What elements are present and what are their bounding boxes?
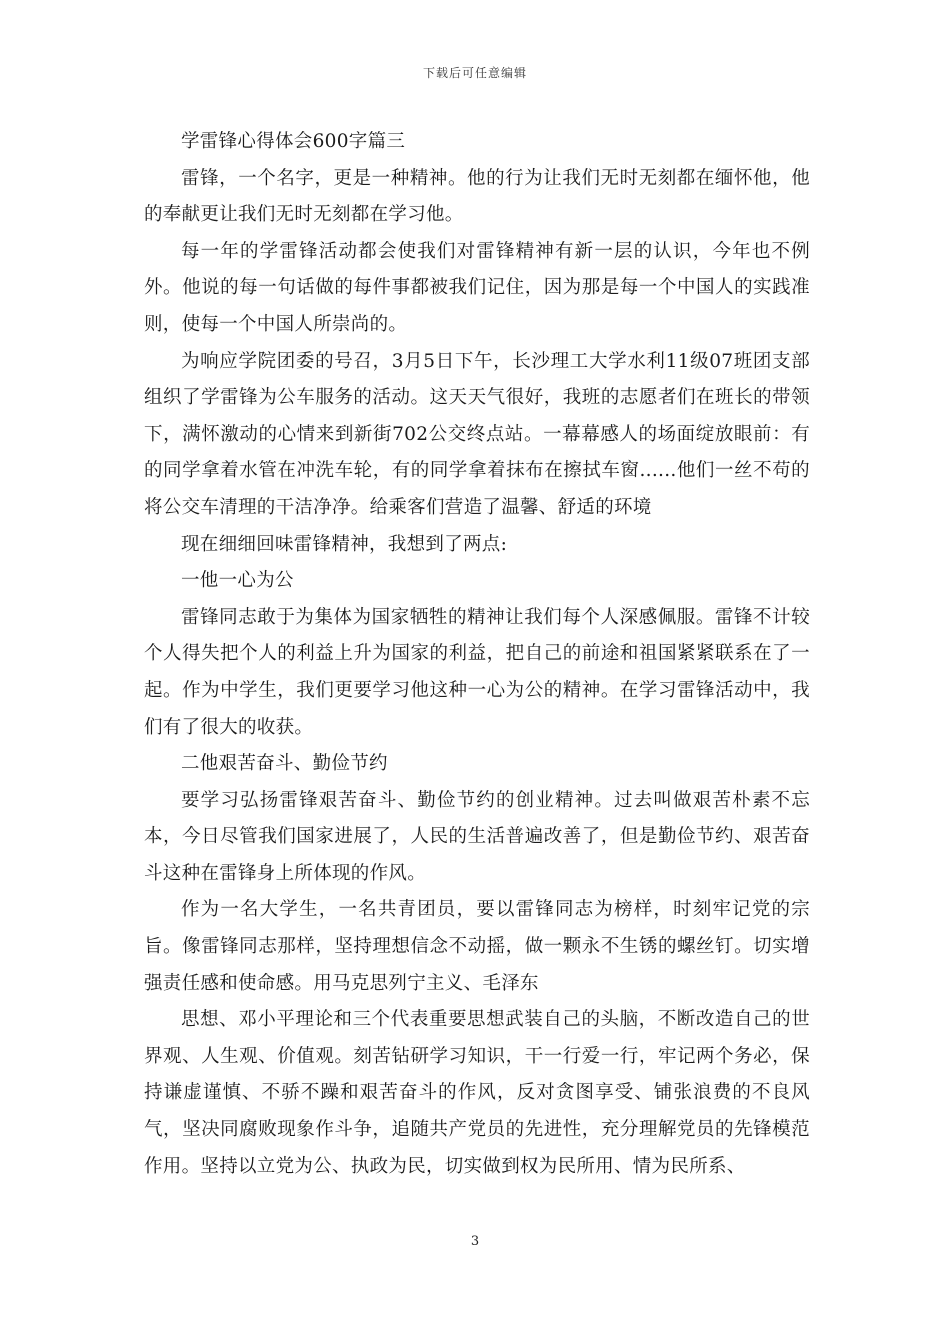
paragraph: 要学习弘扬雷锋艰苦奋斗、勤俭节约的创业精神。过去叫做艰苦朴素不忘本，今日尽管我们国家进展了，人民的生活普遍改善了，但是勤俭节约、艰苦奋斗这种在雷锋身上所体现的作风。	[144, 789, 810, 884]
section-heading: 二他艰苦奋斗、勤俭节约	[181, 753, 388, 775]
document-title: 学雷锋心得体会600字篇三	[181, 131, 406, 152]
paragraph: 现在细细回味雷锋精神，我想到了两点:	[181, 533, 508, 555]
document-body	[144, 124, 810, 1185]
paragraph: 思想、邓小平理论和三个代表重要思想武装自己的头脑，不断改造自己的世界观、人生观、价值观。刻苦钻研学习知识，干一行爱一行，牢记两个务必，保持谦虚谨慎、不骄不躁和艰苦奋斗的作风，反对贪图享受、铺张浪费的不良风气，坚决同腐败现象作斗争，追随共产党员的先进性，充分理解党员的先锋模范作用。坚持以立党为公、执政为民，切实做到权为民所用、情为民所系、	[144, 1009, 810, 1177]
page-header: 下载后可任意编辑	[422, 66, 527, 80]
paragraph: 雷锋，一个名字，更是一种精神。他的行为让我们无时无刻都在缅怀他，他的奉献更让我们无时无刻都在学习他。	[144, 167, 810, 226]
page-number: 3	[470, 1234, 480, 1249]
section-heading: 一他一心为公	[181, 570, 294, 592]
paragraph: 雷锋同志敢于为集体为国家牺牲的精神让我们每个人深感佩服。雷锋不计较个人得失把个人的利益上升为国家的利益，把自己的前途和祖国紧紧联系在了一起。作为中学生，我们更要学习他这种一心为公的精神。在学习雷锋活动中，我们有了很大的收获。	[144, 606, 810, 738]
paragraph: 作为一名大学生，一名共青团员，要以雷锋同志为榜样，时刻牢记党的宗旨。像雷锋同志那样，坚持理想信念不动摇，做一颗永不生锈的螺丝钉。切实增强责任感和使命感。用马克思列宁主义、毛泽东	[144, 899, 810, 994]
paragraph: 每一年的学雷锋活动都会使我们对雷锋精神有新一层的认识，今年也不例外。他说的每一句话做的每件事都被我们记住，因为那是每一个中国人的实践准则，使每一个中国人所崇尚的。	[144, 240, 810, 335]
paragraph: 为响应学院团委的号召，3月5日下午，长沙理工大学水利11级07班团支部组织了学雷锋为公车服务的活动。这天天气很好，我班的志愿者们在班长的带领下，满怀激动的心情来到新街702公交终点站。一幕幕感人的场面绽放眼前：有的同学拿着水管在冲洗车轮，有的同学拿着抹布在擦拭车窗......他们一丝不苟的将公交车清理的干洁净净。给乘客们营造了温馨、舒适的环境	[144, 350, 810, 518]
